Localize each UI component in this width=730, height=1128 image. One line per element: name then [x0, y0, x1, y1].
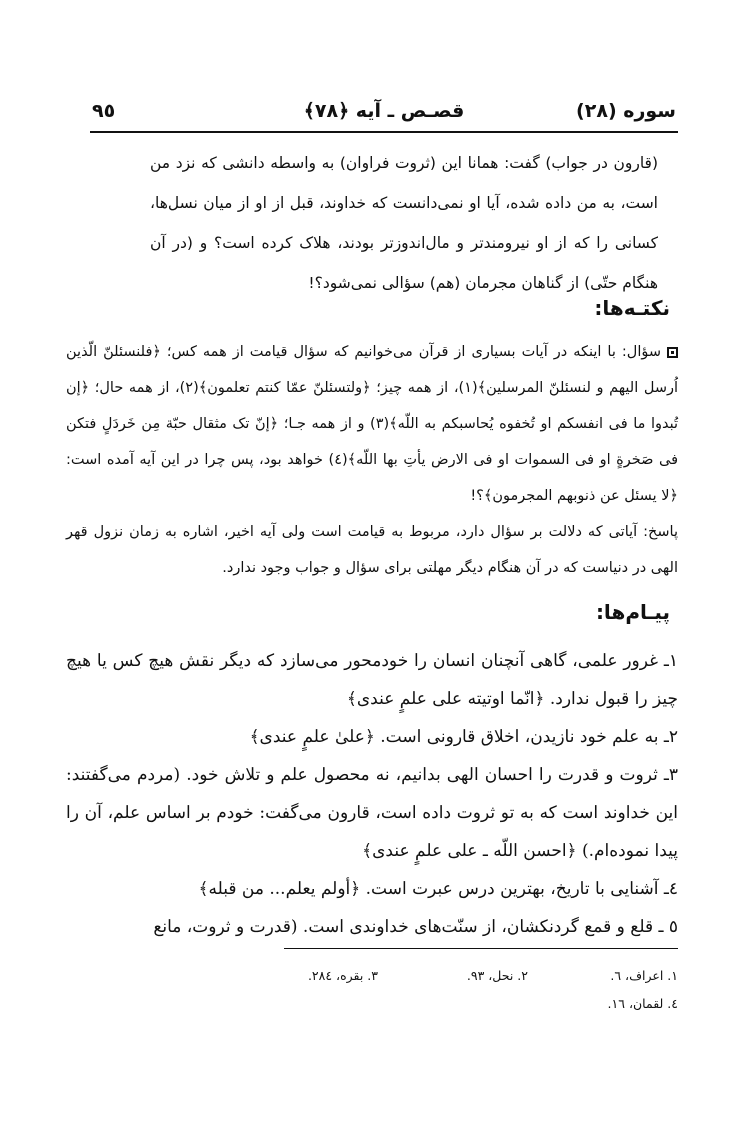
messages-heading: پیـام‌ها:: [595, 600, 670, 624]
running-header: [92, 100, 676, 130]
page-number: ٩٥: [92, 100, 116, 122]
sura-label: سوره (٢٨): [576, 100, 676, 122]
footnote-row: [210, 990, 678, 1018]
footnote: ٤. لقمان، ١٦.: [607, 996, 678, 1011]
footnote: ١. اعراف، ٦.: [610, 968, 678, 983]
message-item: ٣ـ ثروت و قدرت را احسان الهی بدانیم، نه محصول علم و تلاش خود. (مردم می‌گفتند: این خداوند است که به تو ثروت داده است، قارون می‌گفت: خودم بر اساس علم، آن را پیدا نموده‌ام.) ﴿احسن اللّه ـ علی علمٍ عندی﴾: [66, 765, 678, 861]
message-item: ٥ ـ قلع و قمع گردنکشان، از سنّت‌های خداوندی است. (قدرت و ثروت، مانع: [153, 917, 678, 937]
note-answer: پاسخ: آیاتی که دلالت بر سؤال دارد، مربوط به قیامت است ولی آیه اخیر، اشاره به زمان نزول قهر الهی در دنیاست که در آن هنگام دیگر مهلتی برای سؤال و جواب وجود ندارد.: [66, 524, 678, 576]
note-question: [66, 334, 678, 514]
footnote: ٣. بقره، ٢٨٤.: [307, 968, 378, 983]
verse-translation: (قارون در جواب) گفت: همانا این (ثروت فراوان) به واسطه دانشی که نزد من است، به من داده شده، آیا او نمی‌دانست که خداوند، قبل از او از میان نسل‌ها، کسانی را که از او نیرومندتر و مال‌اندوزتر بودند، هلاک کرده است؟ و (در آن هنگام حتّی) از گناهان مجرمان (هم) سؤالی نمی‌شود؟!: [150, 154, 658, 292]
footnote: ٢. نحل، ٩٣.: [466, 968, 528, 983]
footnote-divider: [284, 948, 678, 949]
message-item: ٢ـ به علم خود نازیدن، اخلاق قارونی است. ﴿علیٰ علمٍ عندی﴾: [249, 727, 678, 747]
message-item: ٤ـ آشنایی با تاریخ، بهترین درس عبرت است. ﴿أولم یعلم... من قبله﴾: [198, 879, 678, 899]
messages-section: [66, 642, 678, 946]
message-item: ١ـ غرور علمی، گاهی آنچنان انسان را خودمحور می‌سازد که دیگر نقش هیچ کس یا هیچ چیز را قبول ندارد. ﴿انّما اوتیته علی علمٍ عندی﴾: [66, 651, 678, 709]
footnote-row: [210, 962, 678, 990]
notes-heading: نکتـه‌ها:: [594, 296, 670, 320]
header-divider: [90, 131, 678, 133]
footnotes: [210, 962, 678, 1018]
note-question-text: سؤال: با اینکه در آیات بسیاری از قرآن می‌خوانیم که سؤال قیامت از همه کس؛ ﴿فلنسئلنّ الّذین اُرسل الیهم و لنسئلنّ المرسلین﴾(١)، از همه چیز؛ ﴿ولتسئلنّ عمّا کنتم تعلمون﴾(٢)، از همه حال؛ ﴿إن تُبدوا ما فی انفسکم او تُخفوه یُحاسبکم به اللّه﴾(٣) و از همه جـا؛ ﴿إنّ تک مثقال حبّة مِن خَردَلٍ فتکن فی صَخرةٍ او فی السموات او فی الارض یأتِ بها اللّه﴾(٤) خواهد بود، پس چرا در این آیه آمده است: ﴿لا یسئل عن ذنوبهم المجرمون﴾؟!: [66, 344, 679, 504]
header-title: قصـص ـ آيه ﴿٧٨﴾: [303, 100, 465, 122]
notes-section: [66, 334, 678, 586]
square-bullet-icon: [667, 347, 678, 358]
